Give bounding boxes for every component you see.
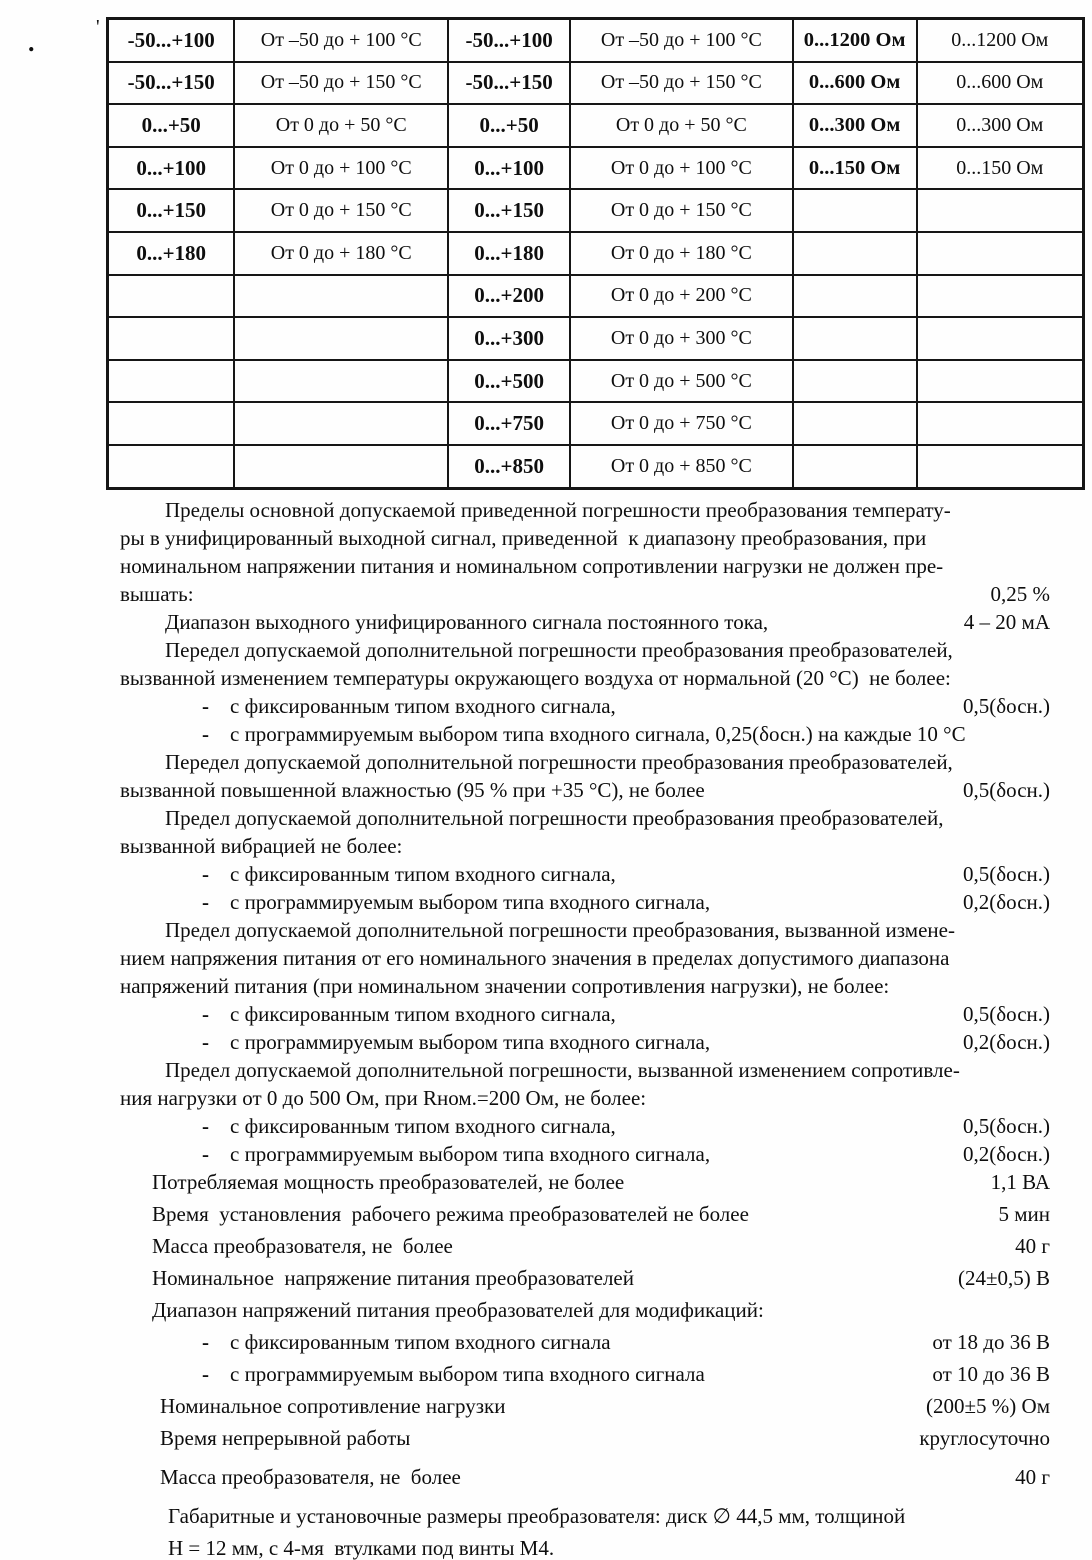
- stray-dot-mark: .: [28, 28, 35, 57]
- spec-line-text: вышать:: [120, 582, 194, 606]
- range-code-cell: [793, 445, 917, 488]
- range-desc-cell: [917, 360, 1084, 403]
- spec-line: [120, 666, 1050, 694]
- spec-line-text: Передел допускаемой дополнительной погрешности преобразования преобразователей,: [165, 750, 953, 774]
- spec-line-text: с фиксированным типом входного сигнала: [230, 1330, 611, 1354]
- spec-line: [120, 1002, 1050, 1030]
- range-code-cell: [793, 360, 917, 403]
- spec-line-text: напряжений питания (при номинальном значении сопротивления нагрузки), не более:: [120, 974, 890, 998]
- spec-line-text: с программируемым выбором типа входного сигнала,: [230, 1142, 711, 1166]
- range-code-cell: -50...+150: [448, 62, 570, 105]
- spec-line: [120, 1114, 1050, 1142]
- spec-line: [120, 1394, 1050, 1426]
- range-desc-cell: От 0 до + 180 °С: [234, 232, 448, 275]
- spec-line-text: вызванной повышенной влажностью (95 % при +35 °С), не более: [120, 778, 705, 802]
- range-desc-cell: 0...600 Ом: [917, 62, 1084, 105]
- table-row: [108, 402, 1084, 445]
- spec-line-text: с фиксированным типом входного сигнала,: [230, 1114, 616, 1138]
- spec-line-value: 0,5(δосн.): [963, 778, 1050, 802]
- dash-bullet: -: [202, 1362, 209, 1386]
- table-row: [108, 62, 1084, 105]
- range-code-cell: [108, 275, 235, 318]
- table-row: [108, 360, 1084, 403]
- spec-line-text: Масса преобразователя, не более: [160, 1465, 461, 1489]
- spec-line: [120, 1086, 1050, 1114]
- spec-line-value: 0,2(δосн.): [963, 1030, 1050, 1054]
- spec-line: [120, 582, 1050, 610]
- dash-bullet: -: [202, 1330, 209, 1354]
- range-code-cell: 0...150 Ом: [793, 147, 917, 190]
- range-code-cell: [793, 232, 917, 275]
- dash-bullet: -: [202, 1142, 209, 1166]
- spec-line: [120, 610, 1050, 638]
- spec-line: [120, 834, 1050, 862]
- range-desc-cell: [917, 317, 1084, 360]
- range-code-cell: 0...+150: [108, 189, 235, 232]
- range-desc-cell: От 0 до + 850 °С: [570, 445, 793, 488]
- dash-bullet: -: [202, 1114, 209, 1138]
- spec-line-text: Номинальное напряжение питания преобразователей: [152, 1266, 634, 1290]
- range-desc-cell: [234, 317, 448, 360]
- range-desc-cell: От 0 до + 150 °С: [570, 189, 793, 232]
- range-desc-cell: 0...300 Ом: [917, 104, 1084, 147]
- spec-line: [120, 890, 1050, 918]
- dash-bullet: -: [202, 722, 209, 746]
- dash-bullet: -: [202, 890, 209, 914]
- table-row: [108, 445, 1084, 488]
- spec-line: [120, 1266, 1050, 1298]
- range-desc-cell: [234, 275, 448, 318]
- spec-line-text: Предел допускаемой дополнительной погрешности, вызванной изменением сопротивле-: [165, 1058, 960, 1082]
- spec-line-text: номинальном напряжении питания и номинальном сопротивлении нагрузки не должен пре-: [120, 554, 944, 578]
- spec-line-text: Время непрерывной работы: [160, 1426, 411, 1450]
- spec-line-value: от 10 до 36 В: [932, 1362, 1050, 1386]
- range-code-cell: 0...+50: [108, 104, 235, 147]
- range-code-cell: 0...+100: [448, 147, 570, 190]
- spec-line-value: 0,2(δосн.): [963, 890, 1050, 914]
- spec-line-text: вызванной вибрацией не более:: [120, 834, 403, 858]
- spec-line: [120, 1504, 1050, 1536]
- spec-line-text: с программируемым выбором типа входного сигнала,: [230, 890, 711, 914]
- spec-line: [120, 1536, 1050, 1560]
- spec-line-value: 0,25 %: [990, 582, 1050, 606]
- spec-line-value: 0,5(δосн.): [963, 1114, 1050, 1138]
- range-desc-cell: [234, 445, 448, 488]
- spec-line: [120, 638, 1050, 666]
- range-desc-cell: От –50 до + 150 °С: [234, 62, 448, 105]
- range-code-cell: -50...+150: [108, 62, 235, 105]
- spec-line: [120, 1202, 1050, 1234]
- range-code-cell: [108, 402, 235, 445]
- spec-line-text: с программируемым выбором типа входного сигнала,: [230, 1030, 711, 1054]
- range-desc-cell: [917, 275, 1084, 318]
- range-desc-cell: [917, 189, 1084, 232]
- range-code-cell: 0...+300: [448, 317, 570, 360]
- spec-line-value: 0,5(δосн.): [963, 1002, 1050, 1026]
- spec-line-value: 5 мин: [998, 1202, 1050, 1226]
- spec-line-text: Предел допускаемой дополнительной погрешности преобразования преобразователей,: [165, 806, 944, 830]
- range-code-cell: -50...+100: [448, 19, 570, 62]
- range-desc-cell: [917, 402, 1084, 445]
- spec-line: [120, 694, 1050, 722]
- spec-line: [120, 1330, 1050, 1362]
- spec-line-value: 40 г: [1015, 1234, 1050, 1258]
- spec-line: [120, 918, 1050, 946]
- range-code-cell: [793, 402, 917, 445]
- range-desc-cell: От –50 до + 100 °С: [570, 19, 793, 62]
- range-code-cell: 0...300 Ом: [793, 104, 917, 147]
- spec-line: [120, 526, 1050, 554]
- spec-line-text: Время установления рабочего режима преобразователей не более: [152, 1202, 749, 1226]
- range-code-cell: 0...+750: [448, 402, 570, 445]
- conversion-ranges-table-body: [108, 19, 1084, 489]
- spec-line-value: 0,2(δосн.): [963, 1142, 1050, 1166]
- spec-line-text: ния нагрузки от 0 до 500 Ом, при Rном.=200 Ом, не более:: [120, 1086, 647, 1110]
- range-code-cell: [793, 317, 917, 360]
- range-desc-cell: От 0 до + 50 °С: [234, 104, 448, 147]
- spec-line-value: от 18 до 36 В: [932, 1330, 1050, 1354]
- spec-line: [120, 946, 1050, 974]
- spec-line-text: Передел допускаемой дополнительной погрешности преобразования преобразователей,: [165, 638, 953, 662]
- range-desc-cell: [917, 445, 1084, 488]
- table-row: [108, 275, 1084, 318]
- range-code-cell: 0...+100: [108, 147, 235, 190]
- spec-line: [120, 722, 1050, 750]
- range-code-cell: 0...+180: [448, 232, 570, 275]
- table-row: [108, 317, 1084, 360]
- spec-line-text: с фиксированным типом входного сигнала,: [230, 694, 616, 718]
- spec-line-text: Масса преобразователя, не более: [152, 1234, 453, 1258]
- spec-line-text: H = 12 мм, с 4-мя втулками под винты М4.: [168, 1536, 555, 1560]
- range-code-cell: 0...+180: [108, 232, 235, 275]
- spec-line-value: 4 – 20 мА: [963, 610, 1050, 634]
- spec-line-text: Номинальное сопротивление нагрузки: [160, 1394, 506, 1418]
- dash-bullet: -: [202, 1030, 209, 1054]
- range-code-cell: [793, 189, 917, 232]
- spec-line: [120, 1298, 1050, 1330]
- range-desc-cell: [917, 232, 1084, 275]
- spec-line-text: Диапазон напряжений питания преобразователей для модификаций:: [152, 1298, 764, 1322]
- spec-line-value: круглосуточно: [919, 1426, 1050, 1450]
- spec-line-text: ры в унифицированный выходной сигнал, приведенной к диапазону преобразования, при: [120, 526, 927, 550]
- spec-line: [120, 1362, 1050, 1394]
- range-desc-cell: 0...150 Ом: [917, 147, 1084, 190]
- dash-bullet: -: [202, 694, 209, 718]
- spec-line-text: вызванной изменением температуры окружающего воздуха от нормальной (20 °С) не более:: [120, 666, 951, 690]
- spec-line: [120, 806, 1050, 834]
- spec-line-text: с программируемым выбором типа входного сигнала, 0,25(δосн.) на каждые 10 °С: [230, 722, 966, 746]
- range-desc-cell: От 0 до + 200 °С: [570, 275, 793, 318]
- spec-line: [120, 1170, 1050, 1202]
- stray-tick-mark: ': [96, 16, 100, 38]
- spec-line: [120, 862, 1050, 890]
- spec-line-text: Потребляемая мощность преобразователей, не более: [152, 1170, 625, 1194]
- range-desc-cell: От 0 до + 150 °С: [234, 189, 448, 232]
- spec-text-block: [120, 498, 1050, 1560]
- range-desc-cell: [234, 402, 448, 445]
- spec-line: [120, 778, 1050, 806]
- range-desc-cell: От 0 до + 180 °С: [570, 232, 793, 275]
- spec-line: [120, 1426, 1050, 1458]
- conversion-ranges-table: [106, 17, 1085, 490]
- range-code-cell: [108, 317, 235, 360]
- spec-line-text: Габаритные и установочные размеры преобразователя: диск ∅ 44,5 мм, толщиной: [168, 1504, 906, 1528]
- range-desc-cell: От –50 до + 150 °С: [570, 62, 793, 105]
- spec-line: [120, 1142, 1050, 1170]
- spec-line-value: 0,5(δосн.): [963, 862, 1050, 886]
- spec-line: [120, 1058, 1050, 1086]
- range-code-cell: 0...+500: [448, 360, 570, 403]
- table-row: [108, 147, 1084, 190]
- spec-line-text: Пределы основной допускаемой приведенной погрешности преобразования температу-: [165, 498, 951, 522]
- spec-line-text: с фиксированным типом входного сигнала,: [230, 862, 616, 886]
- range-desc-cell: От 0 до + 50 °С: [570, 104, 793, 147]
- range-code-cell: 0...600 Ом: [793, 62, 917, 105]
- spec-line-text: Диапазон выходного унифицированного сигнала постоянного тока,: [165, 610, 769, 634]
- range-code-cell: [793, 275, 917, 318]
- spec-line: [120, 554, 1050, 582]
- range-desc-cell: [234, 360, 448, 403]
- range-code-cell: 0...+850: [448, 445, 570, 488]
- range-code-cell: -50...+100: [108, 19, 235, 62]
- spec-line: [120, 1465, 1050, 1497]
- spec-line-value: (200±5 %) Ом: [926, 1394, 1050, 1418]
- table-row: [108, 104, 1084, 147]
- range-desc-cell: От 0 до + 500 °С: [570, 360, 793, 403]
- range-desc-cell: От 0 до + 100 °С: [570, 147, 793, 190]
- spec-line-value: (24±0,5) В: [957, 1266, 1050, 1290]
- range-code-cell: 0...+50: [448, 104, 570, 147]
- spec-line-text: нием напряжения питания от его номинального значения в пределах допустимого диапазона: [120, 946, 950, 970]
- spec-line: [120, 974, 1050, 1002]
- table-row: [108, 19, 1084, 62]
- spec-line-value: 40 г: [1015, 1465, 1050, 1489]
- spec-line-value: 1,1 ВА: [990, 1170, 1050, 1194]
- spec-line-text: с программируемым выбором типа входного сигнала: [230, 1362, 705, 1386]
- range-desc-cell: 0...1200 Ом: [917, 19, 1084, 62]
- spec-line: [120, 750, 1050, 778]
- range-code-cell: 0...+200: [448, 275, 570, 318]
- spec-line-text: с фиксированным типом входного сигнала,: [230, 1002, 616, 1026]
- spec-line-text: Предел допускаемой дополнительной погрешности преобразования, вызванной измене-: [165, 918, 955, 942]
- spec-line: [120, 1030, 1050, 1058]
- range-desc-cell: От –50 до + 100 °С: [234, 19, 448, 62]
- range-code-cell: [108, 360, 235, 403]
- range-code-cell: [108, 445, 235, 488]
- range-desc-cell: От 0 до + 100 °С: [234, 147, 448, 190]
- range-desc-cell: От 0 до + 750 °С: [570, 402, 793, 445]
- range-desc-cell: От 0 до + 300 °С: [570, 317, 793, 360]
- range-code-cell: 0...1200 Ом: [793, 19, 917, 62]
- range-code-cell: 0...+150: [448, 189, 570, 232]
- dash-bullet: -: [202, 862, 209, 886]
- spec-line: [120, 1234, 1050, 1266]
- spec-line-value: 0,5(δосн.): [963, 694, 1050, 718]
- spec-line: [120, 498, 1050, 526]
- table-row: [108, 232, 1084, 275]
- dash-bullet: -: [202, 1002, 209, 1026]
- table-row: [108, 189, 1084, 232]
